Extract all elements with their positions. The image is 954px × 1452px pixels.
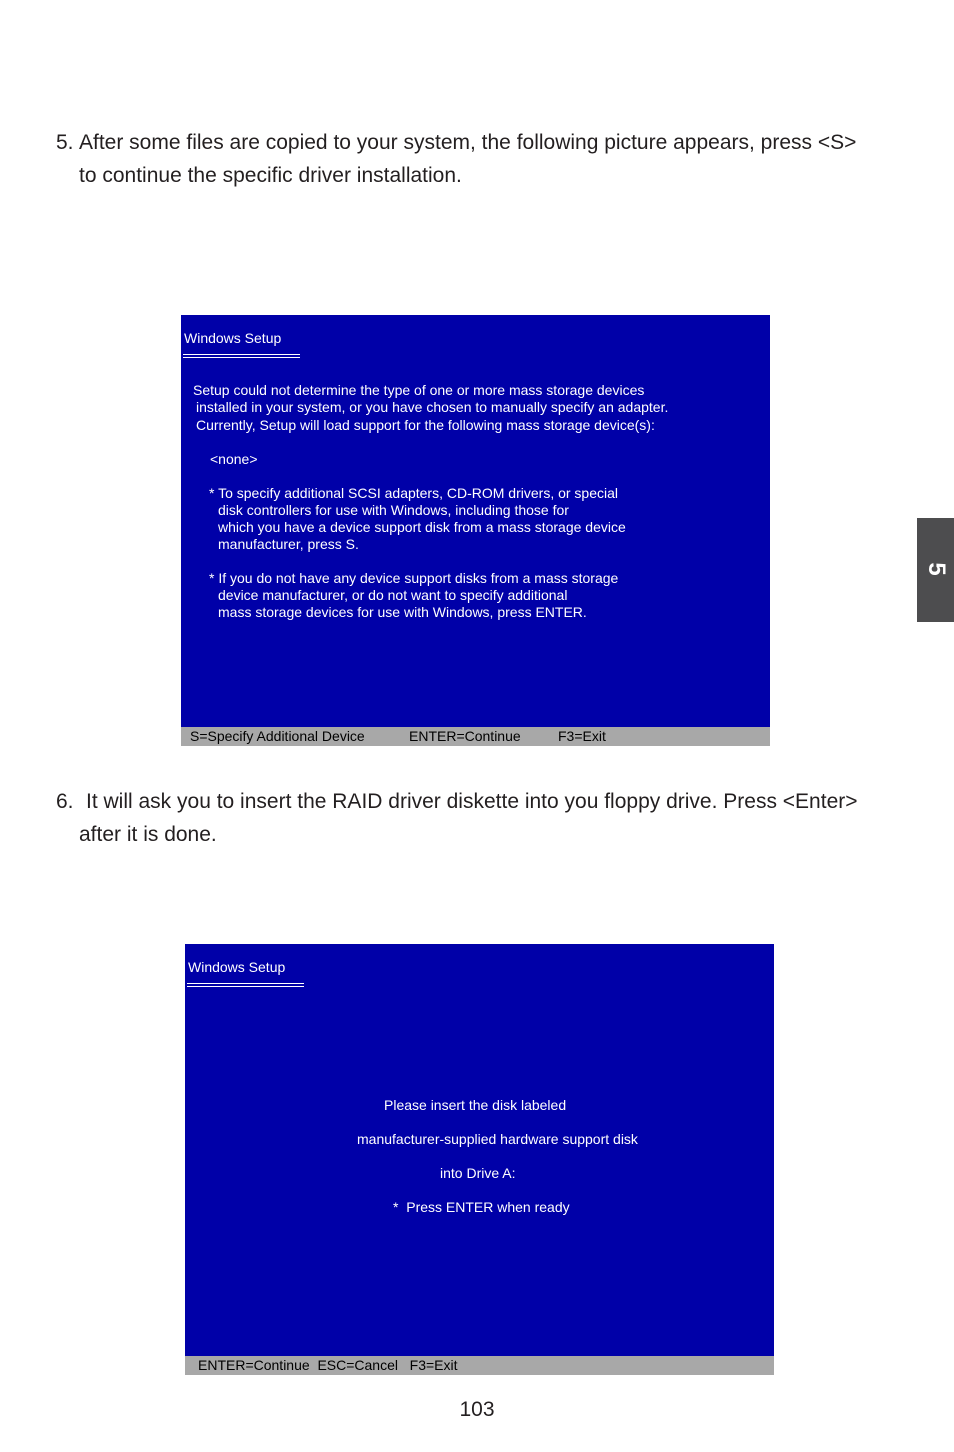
- step-text-line: After some files are copied to your system, the following picture appears, press <S>: [79, 131, 857, 154]
- screen-text-line: mass storage devices for use with Windows, press ENTER.: [218, 604, 587, 620]
- screen-text-line: installed in your system, or you have chosen to manually specify an adapter.: [196, 399, 669, 415]
- step-number: 6.: [56, 790, 74, 813]
- screen-text-line: * To specify additional SCSI adapters, CD-ROM drivers, or special: [209, 485, 619, 501]
- screen-text-line: Please insert the disk labeled: [384, 1097, 567, 1113]
- status-specify-device: S=Specify Additional Device: [190, 728, 365, 744]
- status-f3-exit: F3=Exit: [558, 728, 606, 744]
- windows-setup-screenshot-insert-disk: [185, 944, 774, 1375]
- screen-title: Windows Setup: [184, 330, 282, 346]
- step-number: 5.: [56, 131, 74, 154]
- page-number: 103: [459, 1398, 495, 1421]
- status-enter-continue: ENTER=Continue: [409, 728, 521, 744]
- step-6-instruction: [56, 785, 906, 851]
- status-bar: [181, 727, 770, 746]
- screen-text-line: Currently, Setup will load support for the following mass storage device(s):: [196, 417, 655, 433]
- screen-text-line: Setup could not determine the type of one or more mass storage devices: [193, 382, 645, 398]
- title-underline: [183, 354, 300, 358]
- step-5-instruction: [56, 126, 906, 192]
- title-underline: [187, 983, 304, 987]
- windows-setup-screenshot-mass-storage: [181, 315, 770, 746]
- chapter-tab: [917, 518, 954, 622]
- screen-text-line: manufacturer-supplied hardware support disk: [357, 1131, 638, 1147]
- screen-text-line: which you have a device support disk from a mass storage device: [218, 519, 626, 535]
- screen-text-line: * If you do not have any device support disks from a mass storage: [209, 570, 619, 586]
- screen-text-line: device manufacturer, or do not want to specify additional: [218, 587, 568, 603]
- screen-text-line: into Drive A:: [440, 1165, 516, 1181]
- screen-title: Windows Setup: [188, 959, 286, 975]
- screen-text-line: * Press ENTER when ready: [393, 1199, 570, 1215]
- step-text-line: after it is done.: [79, 823, 217, 846]
- screen-text-line: <none>: [210, 451, 258, 467]
- step-text-line: to continue the specific driver installation.: [79, 164, 462, 187]
- screen-text-line: manufacturer, press S.: [218, 536, 359, 552]
- status-bar: ENTER=Continue ESC=Cancel F3=Exit: [185, 1356, 774, 1375]
- screen-text-line: disk controllers for use with Windows, including those for: [218, 502, 569, 518]
- chapter-number: 5: [923, 562, 950, 576]
- step-text-line: It will ask you to insert the RAID driver diskette into you floppy drive. Press <Enter>: [86, 790, 858, 813]
